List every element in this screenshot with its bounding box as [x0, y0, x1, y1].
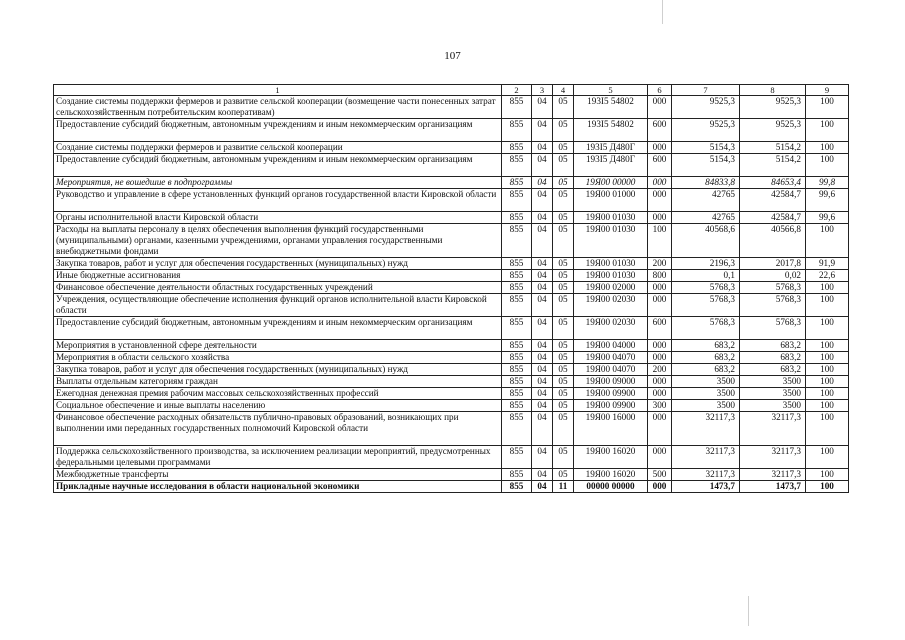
cell-col-9: 100	[806, 317, 849, 340]
row-label: Финансовое обеспечение расходных обязательств публично-правовых образований, возникающих при выполнении ими переданных государственных полномочий Кировской области	[54, 412, 502, 446]
row-label: Прикладные научные исследования в области национальной экономики	[54, 481, 502, 493]
cell-col-6: 000	[648, 282, 672, 294]
cell-col-5: 19Я00 09900	[574, 388, 648, 400]
cell-col-3: 04	[532, 224, 553, 258]
cell-col-6: 000	[648, 294, 672, 317]
cell-col-8: 3500	[740, 376, 806, 388]
row-label: Поддержка сельскохозяйственного производства, за исключением реализации мероприятий, предусмотренных федеральными целевыми программами	[54, 446, 502, 469]
cell-col-4: 05	[553, 177, 574, 189]
cell-col-3: 04	[532, 212, 553, 224]
cell-col-8: 40566,8	[740, 224, 806, 258]
cell-col-7: 683,2	[672, 340, 740, 352]
column-number-4: 4	[553, 85, 574, 96]
cell-col-9: 100	[806, 364, 849, 376]
cell-col-2: 855	[502, 340, 532, 352]
cell-col-8: 5154,2	[740, 142, 806, 154]
cell-col-5: 00000 00000	[574, 481, 648, 493]
table-row	[54, 388, 849, 400]
cell-col-8: 32117,3	[740, 412, 806, 446]
cell-col-6: 300	[648, 400, 672, 412]
cell-col-6: 000	[648, 96, 672, 119]
cell-col-7: 5768,3	[672, 282, 740, 294]
table-row	[54, 282, 849, 294]
cell-col-5: 193I5 54802	[574, 119, 648, 142]
cell-col-8: 683,2	[740, 364, 806, 376]
cell-col-6: 600	[648, 154, 672, 177]
cell-col-3: 04	[532, 481, 553, 493]
table-row	[54, 317, 849, 340]
table-row	[54, 270, 849, 282]
cell-col-7: 42765	[672, 189, 740, 212]
cell-col-9: 100	[806, 352, 849, 364]
cell-col-5: 19Я00 02030	[574, 294, 648, 317]
cell-col-3: 04	[532, 270, 553, 282]
cell-col-3: 04	[532, 258, 553, 270]
table-row	[54, 189, 849, 212]
cell-col-7: 32117,3	[672, 469, 740, 481]
cell-col-8: 5768,3	[740, 294, 806, 317]
cell-col-5: 193I5 54802	[574, 96, 648, 119]
column-number-3: 3	[532, 85, 553, 96]
cell-col-9: 100	[806, 224, 849, 258]
cell-col-4: 05	[553, 282, 574, 294]
cell-col-4: 05	[553, 364, 574, 376]
table-row	[54, 364, 849, 376]
table-row	[54, 481, 849, 493]
cell-col-8: 42584,7	[740, 212, 806, 224]
cell-col-6: 100	[648, 224, 672, 258]
cell-col-8: 0,02	[740, 270, 806, 282]
table-row	[54, 400, 849, 412]
cell-col-3: 04	[532, 142, 553, 154]
cell-col-7: 0,1	[672, 270, 740, 282]
cell-col-7: 9525,3	[672, 119, 740, 142]
cell-col-9: 100	[806, 388, 849, 400]
cell-col-7: 5154,3	[672, 142, 740, 154]
cell-col-4: 05	[553, 376, 574, 388]
cell-col-3: 04	[532, 96, 553, 119]
table-row	[54, 469, 849, 481]
cell-col-5: 19Я00 01030	[574, 258, 648, 270]
cell-col-2: 855	[502, 317, 532, 340]
cell-col-5: 19Я00 09900	[574, 400, 648, 412]
cell-col-9: 100	[806, 446, 849, 469]
cell-col-9: 100	[806, 376, 849, 388]
row-label: Финансовое обеспечение деятельности областных государственных учреждений	[54, 282, 502, 294]
cell-col-8: 42584,7	[740, 189, 806, 212]
cell-col-5: 193I5 Д480Г	[574, 142, 648, 154]
header-row	[54, 85, 849, 96]
table-body	[54, 85, 849, 493]
cell-col-4: 05	[553, 212, 574, 224]
cell-col-6: 000	[648, 340, 672, 352]
cell-col-5: 19Я00 16020	[574, 469, 648, 481]
cell-col-7: 683,2	[672, 352, 740, 364]
cell-col-8: 3500	[740, 400, 806, 412]
cell-col-2: 855	[502, 294, 532, 317]
cell-col-7: 3500	[672, 388, 740, 400]
cell-col-2: 855	[502, 96, 532, 119]
cell-col-5: 19Я00 04070	[574, 364, 648, 376]
cell-col-2: 855	[502, 282, 532, 294]
cell-col-9: 100	[806, 142, 849, 154]
row-label: Создание системы поддержки фермеров и развитие сельской кооперации	[54, 142, 502, 154]
row-label: Закупка товаров, работ и услуг для обеспечения государственных (муниципальных) нужд	[54, 258, 502, 270]
cell-col-9: 99,6	[806, 189, 849, 212]
cell-col-4: 05	[553, 142, 574, 154]
cell-col-6: 200	[648, 364, 672, 376]
cell-col-4: 05	[553, 224, 574, 258]
cell-col-6: 000	[648, 352, 672, 364]
cell-col-9: 100	[806, 154, 849, 177]
row-label: Ежегодная денежная премия рабочим массовых сельскохозяйственных профессий	[54, 388, 502, 400]
cell-col-4: 05	[553, 294, 574, 317]
cell-col-2: 855	[502, 469, 532, 481]
cell-col-7: 32117,3	[672, 446, 740, 469]
table-row	[54, 446, 849, 469]
cell-col-7: 42765	[672, 212, 740, 224]
cell-col-5: 19Я00 16020	[574, 446, 648, 469]
cell-col-2: 855	[502, 119, 532, 142]
cell-col-2: 855	[502, 189, 532, 212]
cell-col-2: 855	[502, 142, 532, 154]
row-label: Мероприятия, не вошедшие в подпрограммы	[54, 177, 502, 189]
column-number-2: 2	[502, 85, 532, 96]
cell-col-2: 855	[502, 352, 532, 364]
cell-col-8: 9525,3	[740, 96, 806, 119]
row-label: Мероприятия в установленной сфере деятельности	[54, 340, 502, 352]
cell-col-4: 05	[553, 446, 574, 469]
cell-col-6: 000	[648, 177, 672, 189]
cell-col-4: 05	[553, 400, 574, 412]
cell-col-4: 05	[553, 317, 574, 340]
scan-artifact	[748, 596, 749, 626]
cell-col-9: 100	[806, 96, 849, 119]
cell-col-6: 000	[648, 388, 672, 400]
column-number-6: 6	[648, 85, 672, 96]
cell-col-5: 19Я00 04070	[574, 352, 648, 364]
cell-col-2: 855	[502, 270, 532, 282]
table-row	[54, 96, 849, 119]
cell-col-8: 5768,3	[740, 317, 806, 340]
cell-col-5: 19Я00 00000	[574, 177, 648, 189]
cell-col-9: 100	[806, 469, 849, 481]
cell-col-6: 000	[648, 376, 672, 388]
row-label: Предоставление субсидий бюджетным, автономным учреждениям и иным некоммерческим организациям	[54, 154, 502, 177]
cell-col-5: 19Я00 01030	[574, 212, 648, 224]
cell-col-2: 855	[502, 376, 532, 388]
cell-col-7: 683,2	[672, 364, 740, 376]
cell-col-2: 855	[502, 400, 532, 412]
cell-col-9: 100	[806, 400, 849, 412]
cell-col-3: 04	[532, 340, 553, 352]
cell-col-4: 05	[553, 412, 574, 446]
cell-col-3: 04	[532, 388, 553, 400]
cell-col-3: 04	[532, 177, 553, 189]
cell-col-4: 05	[553, 352, 574, 364]
cell-col-8: 84653,4	[740, 177, 806, 189]
cell-col-2: 855	[502, 388, 532, 400]
cell-col-6: 600	[648, 317, 672, 340]
cell-col-6: 000	[648, 412, 672, 446]
cell-col-7: 5768,3	[672, 294, 740, 317]
cell-col-5: 19Я00 01030	[574, 224, 648, 258]
cell-col-7: 32117,3	[672, 412, 740, 446]
table-row	[54, 376, 849, 388]
cell-col-3: 04	[532, 446, 553, 469]
table-row	[54, 212, 849, 224]
table-row	[54, 352, 849, 364]
cell-col-3: 04	[532, 364, 553, 376]
row-label: Выплаты отдельным категориям граждан	[54, 376, 502, 388]
cell-col-9: 100	[806, 481, 849, 493]
cell-col-4: 05	[553, 340, 574, 352]
cell-col-4: 05	[553, 270, 574, 282]
table-row	[54, 224, 849, 258]
cell-col-8: 683,2	[740, 352, 806, 364]
table-row	[54, 340, 849, 352]
cell-col-8: 32117,3	[740, 469, 806, 481]
cell-col-6: 500	[648, 469, 672, 481]
cell-col-2: 855	[502, 481, 532, 493]
cell-col-3: 04	[532, 469, 553, 481]
cell-col-9: 100	[806, 340, 849, 352]
cell-col-4: 11	[553, 481, 574, 493]
cell-col-5: 19Я00 02030	[574, 317, 648, 340]
column-number-1: 1	[54, 85, 502, 96]
row-label: Закупка товаров, работ и услуг для обеспечения государственных (муниципальных) нужд	[54, 364, 502, 376]
cell-col-2: 855	[502, 364, 532, 376]
cell-col-6: 200	[648, 258, 672, 270]
row-label: Предоставление субсидий бюджетным, автономным учреждениям и иным некоммерческим организациям	[54, 317, 502, 340]
cell-col-4: 05	[553, 469, 574, 481]
table-row	[54, 258, 849, 270]
cell-col-7: 5154,3	[672, 154, 740, 177]
cell-col-7: 5768,3	[672, 317, 740, 340]
row-label: Предоставление субсидий бюджетным, автономным учреждениям и иным некоммерческим организациям	[54, 119, 502, 142]
cell-col-4: 05	[553, 154, 574, 177]
cell-col-8: 9525,3	[740, 119, 806, 142]
cell-col-7: 3500	[672, 376, 740, 388]
cell-col-9: 100	[806, 282, 849, 294]
cell-col-6: 600	[648, 119, 672, 142]
cell-col-5: 19Я00 04000	[574, 340, 648, 352]
row-label: Социальное обеспечение и иные выплаты населению	[54, 400, 502, 412]
cell-col-7: 84833,8	[672, 177, 740, 189]
cell-col-4: 05	[553, 388, 574, 400]
cell-col-8: 2017,8	[740, 258, 806, 270]
cell-col-7: 3500	[672, 400, 740, 412]
cell-col-8: 1473,7	[740, 481, 806, 493]
cell-col-3: 04	[532, 352, 553, 364]
table-row	[54, 142, 849, 154]
scan-artifact	[662, 0, 663, 24]
cell-col-2: 855	[502, 412, 532, 446]
table-row	[54, 119, 849, 142]
cell-col-2: 855	[502, 258, 532, 270]
cell-col-8: 3500	[740, 388, 806, 400]
cell-col-8: 683,2	[740, 340, 806, 352]
cell-col-7: 40568,6	[672, 224, 740, 258]
cell-col-9: 22,6	[806, 270, 849, 282]
cell-col-9: 100	[806, 412, 849, 446]
cell-col-3: 04	[532, 376, 553, 388]
cell-col-3: 04	[532, 400, 553, 412]
cell-col-9: 91,9	[806, 258, 849, 270]
cell-col-8: 32117,3	[740, 446, 806, 469]
row-label: Органы исполнительной власти Кировской области	[54, 212, 502, 224]
table-row	[54, 412, 849, 446]
cell-col-5: 193I5 Д480Г	[574, 154, 648, 177]
cell-col-8: 5154,2	[740, 154, 806, 177]
column-number-5: 5	[574, 85, 648, 96]
row-label: Межбюджетные трансферты	[54, 469, 502, 481]
cell-col-6: 000	[648, 446, 672, 469]
cell-col-3: 04	[532, 294, 553, 317]
cell-col-3: 04	[532, 189, 553, 212]
cell-col-2: 855	[502, 212, 532, 224]
cell-col-5: 19Я00 09000	[574, 376, 648, 388]
cell-col-2: 855	[502, 177, 532, 189]
cell-col-6: 000	[648, 481, 672, 493]
cell-col-2: 855	[502, 446, 532, 469]
page-number: 107	[444, 50, 461, 62]
row-label: Мероприятия в области сельского хозяйства	[54, 352, 502, 364]
cell-col-5: 19Я00 01000	[574, 189, 648, 212]
cell-col-6: 000	[648, 142, 672, 154]
column-number-8: 8	[740, 85, 806, 96]
cell-col-3: 04	[532, 282, 553, 294]
cell-col-6: 000	[648, 212, 672, 224]
cell-col-6: 800	[648, 270, 672, 282]
cell-col-4: 05	[553, 96, 574, 119]
cell-col-4: 05	[553, 119, 574, 142]
cell-col-5: 19Я00 02000	[574, 282, 648, 294]
cell-col-5: 19Я00 16000	[574, 412, 648, 446]
cell-col-9: 100	[806, 294, 849, 317]
cell-col-3: 04	[532, 317, 553, 340]
cell-col-6: 000	[648, 189, 672, 212]
budget-table	[53, 84, 849, 493]
table-row	[54, 294, 849, 317]
column-number-9: 9	[806, 85, 849, 96]
cell-col-4: 05	[553, 258, 574, 270]
cell-col-9: 99,8	[806, 177, 849, 189]
cell-col-8: 5768,3	[740, 282, 806, 294]
column-number-7: 7	[672, 85, 740, 96]
cell-col-9: 99,6	[806, 212, 849, 224]
cell-col-3: 04	[532, 119, 553, 142]
table-row	[54, 154, 849, 177]
cell-col-4: 05	[553, 189, 574, 212]
cell-col-7: 9525,3	[672, 96, 740, 119]
row-label: Руководство и управление в сфере установленных функций органов государственной власти Кировской области	[54, 189, 502, 212]
table-row	[54, 177, 849, 189]
cell-col-9: 100	[806, 119, 849, 142]
row-label: Иные бюджетные ассигнования	[54, 270, 502, 282]
cell-col-5: 19Я00 01030	[574, 270, 648, 282]
cell-col-3: 04	[532, 154, 553, 177]
row-label: Расходы на выплаты персоналу в целях обеспечения выполнения функций государственными (муниципальными) органами, казенными учреждениями, органами управления государственными внебюджетными фондами	[54, 224, 502, 258]
cell-col-2: 855	[502, 224, 532, 258]
row-label: Учреждения, осуществляющие обеспечение исполнения функций органов исполнительной власти Кировской области	[54, 294, 502, 317]
row-label: Создание системы поддержки фермеров и развитие сельской кооперации (возмещение части понесенных затрат сельскохозяйственным потребительским кооперативам)	[54, 96, 502, 119]
cell-col-7: 2196,3	[672, 258, 740, 270]
cell-col-2: 855	[502, 154, 532, 177]
cell-col-7: 1473,7	[672, 481, 740, 493]
cell-col-3: 04	[532, 412, 553, 446]
